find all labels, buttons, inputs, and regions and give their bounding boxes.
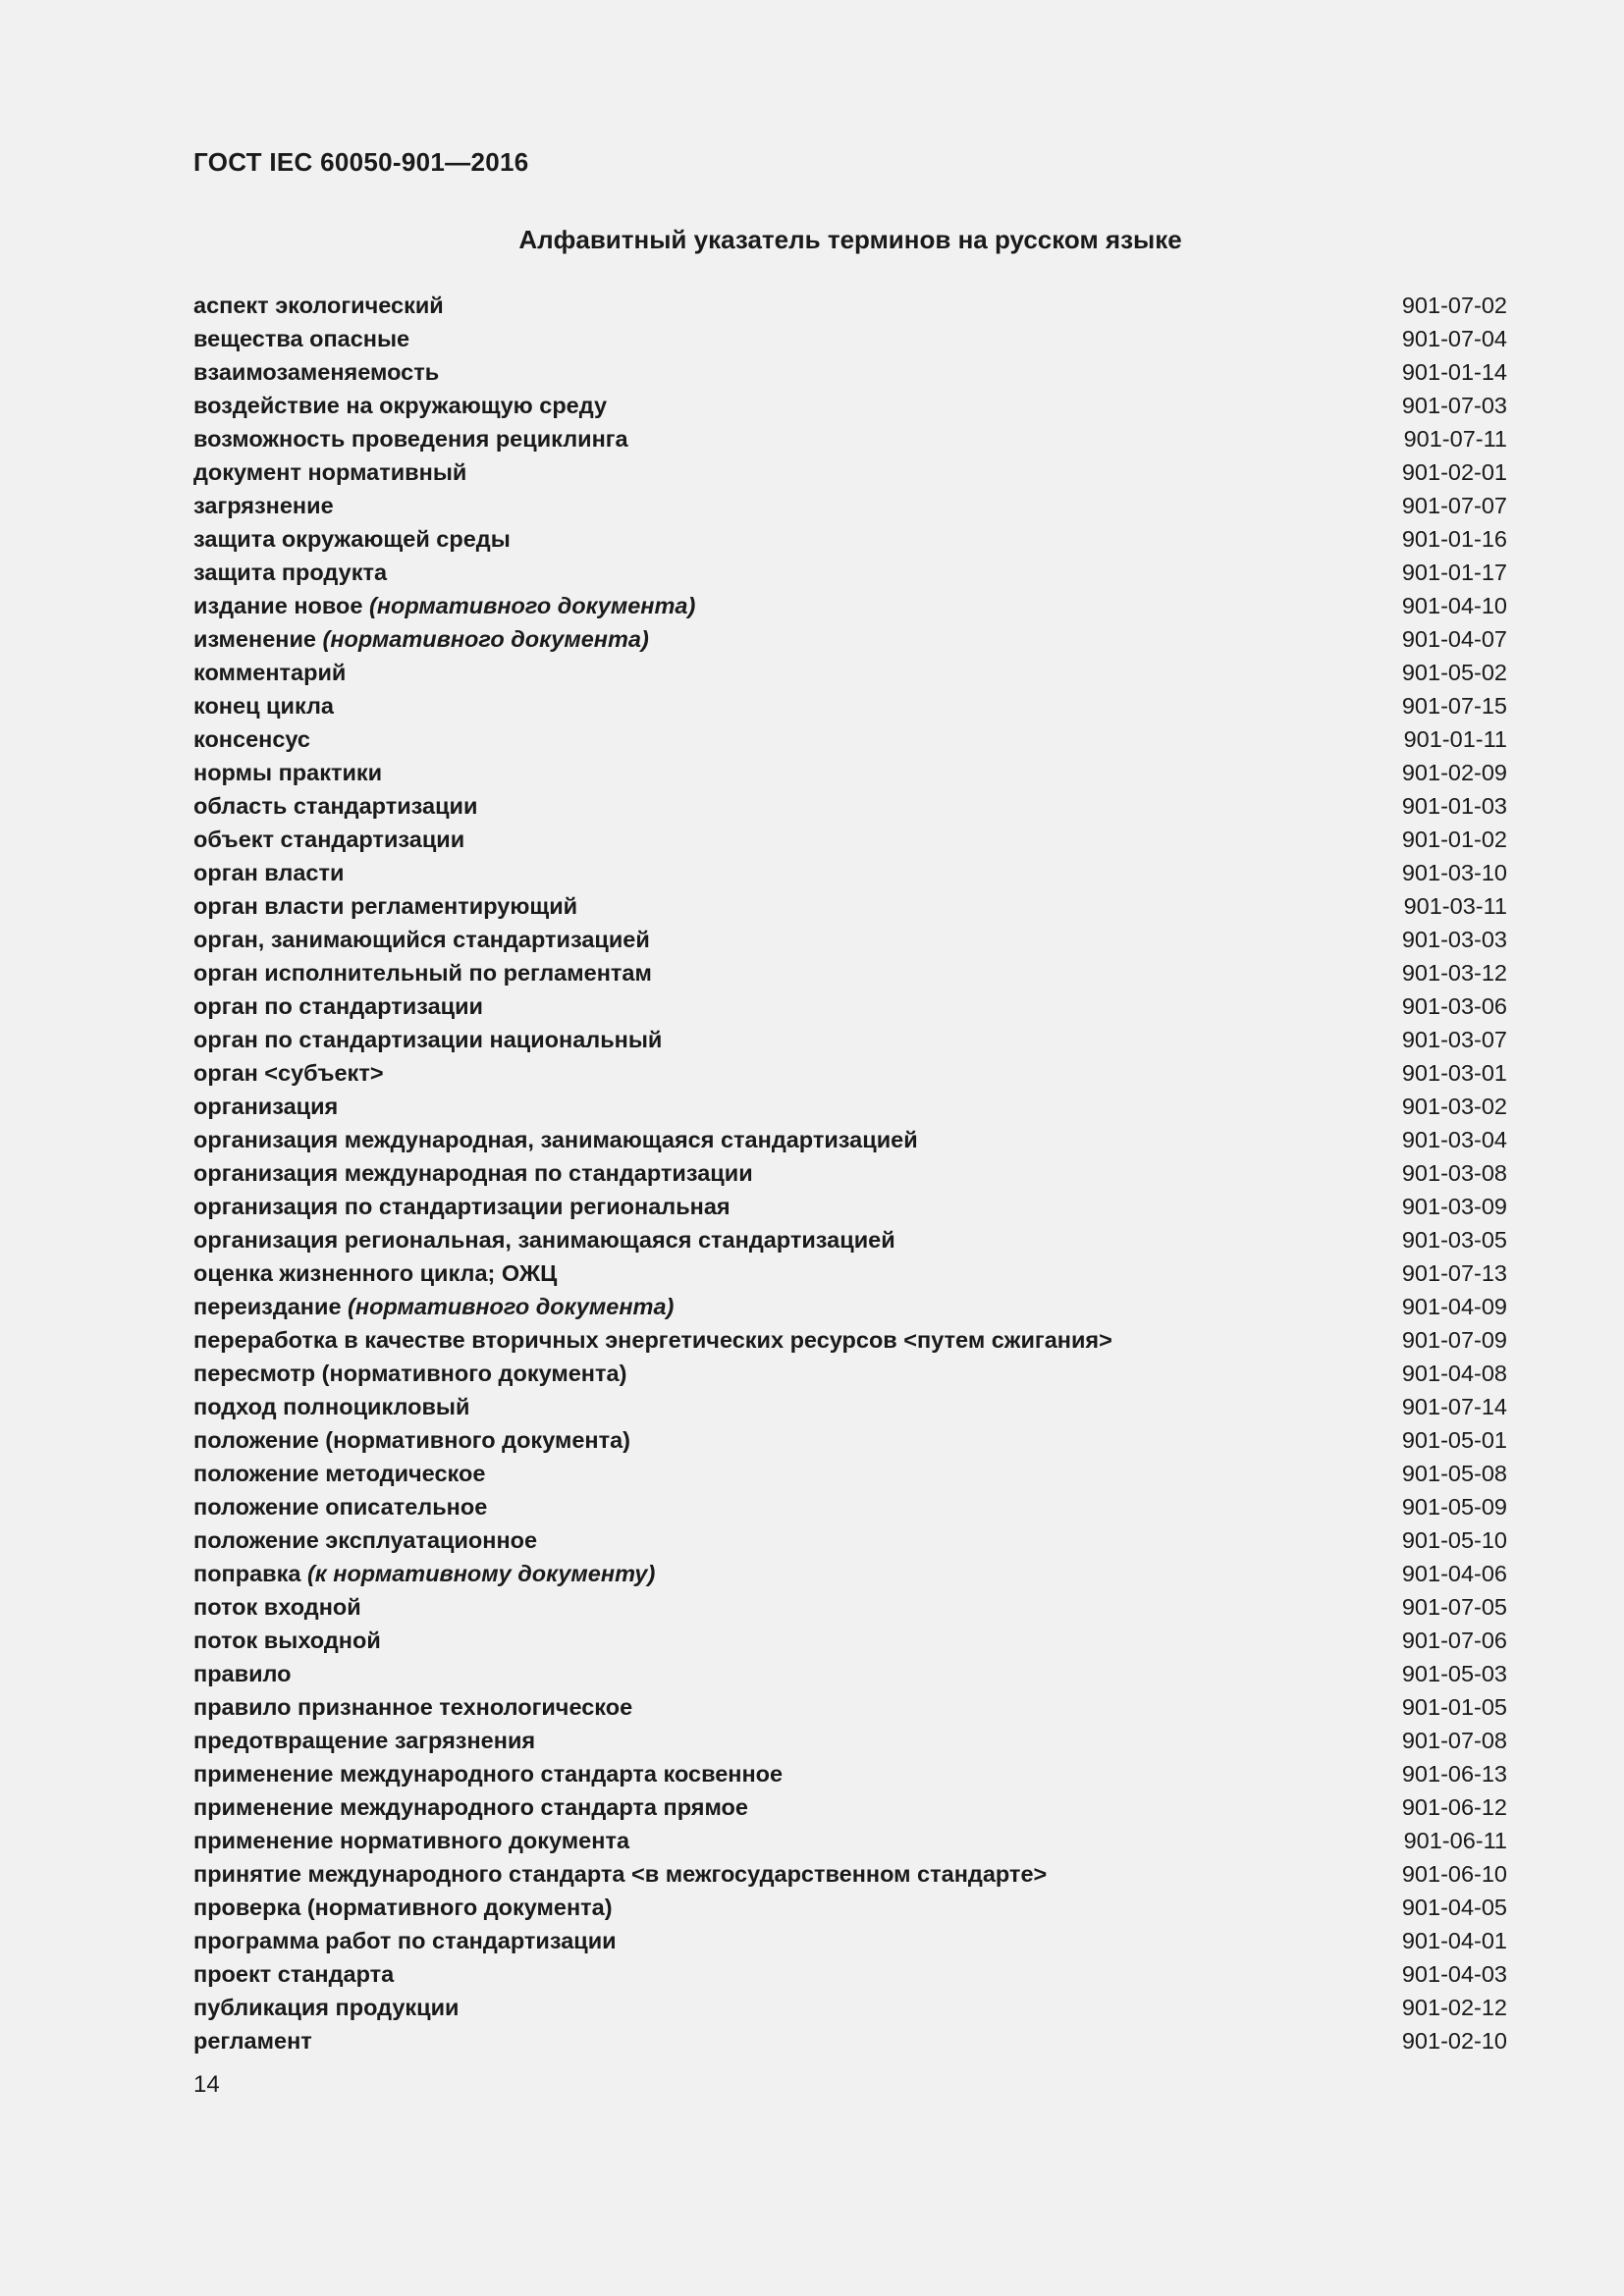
index-entry (193, 322, 1507, 355)
entry-code: 901-03-09 (1401, 1194, 1507, 1219)
index-entry (193, 1256, 1507, 1290)
entry-code: 901-02-01 (1401, 459, 1507, 485)
entry-term (193, 956, 652, 989)
entry-code: 901-05-08 (1401, 1461, 1507, 1486)
entry-term-text: регламент (193, 2028, 312, 2054)
entry-term-text: положение описательное (193, 1494, 488, 1520)
entry-term-text: организация региональная, занимающаяся стандартизацией (193, 1227, 895, 1253)
entry-term (193, 1557, 655, 1590)
entry-term-text: воздействие на окружающую среду (193, 393, 608, 418)
index-entry (193, 1290, 1507, 1323)
entry-term-text: положение (нормативного документа) (193, 1427, 631, 1453)
entry-term (193, 823, 464, 856)
index-entry (193, 1156, 1507, 1190)
entry-term (193, 1624, 381, 1657)
entry-term-text: поправка (193, 1561, 307, 1586)
entry-term-qualifier: (нормативного документа) (369, 593, 696, 618)
entry-term-text: взаимозаменяемость (193, 359, 440, 385)
index-entry (193, 1523, 1507, 1557)
entry-term (193, 1790, 748, 1824)
entry-term-qualifier: (к нормативному документу) (306, 1561, 656, 1586)
entry-code: 901-03-08 (1401, 1160, 1507, 1186)
entry-term (193, 989, 483, 1023)
entry-term-text: применение нормативного документа (193, 1828, 630, 1853)
entry-term (193, 289, 444, 322)
index-entry (193, 489, 1507, 522)
entry-code: 901-05-01 (1401, 1427, 1507, 1453)
entry-term (193, 2024, 312, 2057)
entry-term-text: загрязнение (193, 493, 334, 518)
entry-term (193, 1123, 918, 1156)
index-entry (193, 589, 1507, 622)
entry-term-text: положение эксплуатационное (193, 1527, 538, 1553)
index-entry (193, 1824, 1507, 1857)
entry-term-text: консенсус (193, 726, 310, 752)
entry-code: 901-07-02 (1401, 293, 1507, 318)
entry-term-text: программа работ по стандартизации (193, 1928, 617, 1953)
entry-term (193, 589, 695, 622)
entry-code: 901-01-17 (1401, 560, 1507, 585)
entry-term-text: переиздание (193, 1294, 349, 1319)
entry-term-text: возможность проведения рециклинга (193, 426, 628, 452)
entry-term (193, 1690, 632, 1724)
document-page (193, 0, 1507, 2296)
entry-code: 901-05-09 (1401, 1494, 1507, 1520)
entry-term (193, 722, 310, 756)
entry-term (193, 1156, 753, 1190)
entry-term-text: пересмотр (нормативного документа) (193, 1361, 627, 1386)
entry-term (193, 1390, 469, 1423)
index-entry (193, 1390, 1507, 1423)
entry-term-text: область стандартизации (193, 793, 478, 819)
entry-term-qualifier: (нормативного документа) (348, 1294, 675, 1319)
entry-term-text: конец цикла (193, 693, 334, 719)
entry-code: 901-03-12 (1401, 960, 1507, 986)
entry-term-text: орган исполнительный по регламентам (193, 960, 652, 986)
index-entry (193, 1023, 1507, 1056)
index-entry (193, 1190, 1507, 1223)
entry-code: 901-01-11 (1403, 726, 1507, 752)
entry-term-text: применение международного стандарта прямое (193, 1794, 748, 1820)
entry-term-text: предотвращение загрязнения (193, 1728, 536, 1753)
index-entry (193, 1724, 1507, 1757)
entry-term (193, 1490, 487, 1523)
entry-code: 901-07-15 (1401, 693, 1507, 719)
entry-term-text: организация международная, занимающаяся стандартизацией (193, 1127, 918, 1152)
entry-term-text: принятие международного стандарта <в межгосударственном стандарте> (193, 1861, 1048, 1887)
index-entry (193, 1457, 1507, 1490)
entry-term (193, 923, 650, 956)
index-entry (193, 722, 1507, 756)
entry-code: 901-04-08 (1401, 1361, 1507, 1386)
index-entry (193, 389, 1507, 422)
index-entry (193, 1423, 1507, 1457)
entry-term (193, 455, 466, 489)
index-entry (193, 1957, 1507, 1991)
entry-term (193, 489, 334, 522)
index-entry (193, 1490, 1507, 1523)
entry-code: 901-03-05 (1401, 1227, 1507, 1253)
entry-term (193, 1924, 617, 1957)
entry-term (193, 1757, 783, 1790)
entry-code: 901-07-11 (1403, 426, 1507, 452)
entry-term (193, 789, 477, 823)
index-entry (193, 455, 1507, 489)
entry-term (193, 1957, 394, 1991)
entry-term-text: орган власти регламентирующий (193, 893, 578, 919)
entry-term (193, 1657, 292, 1690)
index-entry (193, 1790, 1507, 1824)
entry-term-text: переработка в качестве вторичных энергетических ресурсов <путем сжигания> (193, 1327, 1112, 1353)
entry-term-text: подход полноцикловый (193, 1394, 470, 1419)
index-entry (193, 889, 1507, 923)
entry-term-text: организация по стандартизации региональная (193, 1194, 731, 1219)
entry-code: 901-04-05 (1401, 1895, 1507, 1920)
index-entry (193, 1056, 1507, 1090)
entry-term-text: документ нормативный (193, 459, 467, 485)
entry-term (193, 355, 439, 389)
entry-term (193, 1190, 731, 1223)
entry-term (193, 1991, 460, 2024)
index-entry (193, 823, 1507, 856)
entry-code: 901-01-02 (1401, 827, 1507, 852)
entry-code: 901-02-10 (1401, 2028, 1507, 2054)
entry-code: 901-01-03 (1401, 793, 1507, 819)
entry-code: 901-03-03 (1401, 927, 1507, 952)
entry-term (193, 1323, 1112, 1357)
entry-code: 901-07-09 (1401, 1327, 1507, 1353)
index-title: Алфавитный указатель терминов на русском языке (518, 225, 1182, 254)
entry-term-text: орган власти (193, 860, 345, 885)
index-entry (193, 1624, 1507, 1657)
entry-code: 901-04-09 (1401, 1294, 1507, 1319)
entry-code: 901-07-08 (1401, 1728, 1507, 1753)
entry-term-text: защита окружающей среды (193, 526, 511, 552)
index-entry (193, 522, 1507, 556)
entry-term (193, 1523, 537, 1557)
index-entry (193, 1657, 1507, 1690)
entry-code: 901-05-10 (1401, 1527, 1507, 1553)
entry-term (193, 556, 387, 589)
entry-code: 901-02-12 (1401, 1995, 1507, 2020)
index-entry (193, 355, 1507, 389)
entry-term (193, 1090, 338, 1123)
entry-term (193, 389, 607, 422)
entry-code: 901-03-01 (1401, 1060, 1507, 1086)
entry-code: 901-03-02 (1401, 1094, 1507, 1119)
index-entry (193, 1690, 1507, 1724)
index-entry (193, 1757, 1507, 1790)
entry-code: 901-04-01 (1401, 1928, 1507, 1953)
entry-term (193, 1223, 895, 1256)
standard-header: ГОСТ IEC 60050-901—2016 (193, 147, 529, 177)
entry-term (193, 1457, 485, 1490)
entry-term (193, 1423, 630, 1457)
entry-term-text: изменение (193, 626, 323, 652)
index-entry (193, 923, 1507, 956)
entry-code: 901-04-06 (1401, 1561, 1507, 1586)
entry-code: 901-07-13 (1401, 1260, 1507, 1286)
entry-term-text: проект стандарта (193, 1961, 395, 1987)
index-entry (193, 1924, 1507, 1957)
index-entry (193, 1323, 1507, 1357)
index-entry (193, 656, 1507, 689)
entry-term (193, 1290, 674, 1323)
entry-term-text: организация (193, 1094, 339, 1119)
entry-term-text: оценка жизненного цикла; ОЖЦ (193, 1260, 558, 1286)
entry-term (193, 656, 346, 689)
entry-code: 901-07-03 (1401, 393, 1507, 418)
entry-term (193, 1056, 384, 1090)
entry-term-text: положение методическое (193, 1461, 486, 1486)
entry-term (193, 622, 649, 656)
term-index-list (193, 289, 1507, 2057)
entry-term-text: орган по стандартизации (193, 993, 483, 1019)
index-entry (193, 422, 1507, 455)
index-entry (193, 289, 1507, 322)
entry-term-text: орган, занимающийся стандартизацией (193, 927, 650, 952)
entry-code: 901-05-03 (1401, 1661, 1507, 1686)
entry-code: 901-03-11 (1403, 893, 1507, 919)
entry-code: 901-04-10 (1401, 593, 1507, 618)
entry-term-text: вещества опасные (193, 326, 410, 351)
page-number: 14 (193, 2071, 220, 2098)
entry-term-text: издание новое (193, 593, 369, 618)
entry-code: 901-03-07 (1401, 1027, 1507, 1052)
index-entry (193, 689, 1507, 722)
entry-term-text: организация международная по стандартизации (193, 1160, 753, 1186)
index-entry (193, 1223, 1507, 1256)
entry-term (193, 422, 628, 455)
entry-code: 901-06-11 (1403, 1828, 1507, 1853)
entry-term-text: поток входной (193, 1594, 361, 1620)
entry-term-text: комментарий (193, 660, 347, 685)
entry-term (193, 1590, 361, 1624)
entry-term-qualifier: (нормативного документа) (322, 626, 649, 652)
entry-code: 901-05-02 (1401, 660, 1507, 685)
entry-code: 901-03-10 (1401, 860, 1507, 885)
entry-term (193, 689, 334, 722)
entry-term-text: объект стандартизации (193, 827, 465, 852)
entry-term (193, 889, 577, 923)
entry-code: 901-01-14 (1401, 359, 1507, 385)
entry-code: 901-07-04 (1401, 326, 1507, 351)
index-entry (193, 989, 1507, 1023)
index-entry (193, 1557, 1507, 1590)
entry-code: 901-01-05 (1401, 1694, 1507, 1720)
entry-term-text: применение международного стандарта косвенное (193, 1761, 784, 1787)
index-entry (193, 1991, 1507, 2024)
entry-term (193, 1891, 613, 1924)
entry-code: 901-06-10 (1401, 1861, 1507, 1887)
entry-term-text: орган <субъект> (193, 1060, 384, 1086)
entry-term (193, 522, 511, 556)
entry-term (193, 1357, 626, 1390)
index-entry (193, 1857, 1507, 1891)
entry-term-text: публикация продукции (193, 1995, 460, 2020)
entry-term (193, 1824, 629, 1857)
index-entry (193, 956, 1507, 989)
index-entry (193, 556, 1507, 589)
entry-term-text: защита продукта (193, 560, 388, 585)
index-entry (193, 1590, 1507, 1624)
entry-term-text: поток выходной (193, 1628, 381, 1653)
index-entry (193, 622, 1507, 656)
entry-code: 901-04-07 (1401, 626, 1507, 652)
entry-code: 901-03-04 (1401, 1127, 1507, 1152)
entry-code: 901-02-09 (1401, 760, 1507, 785)
entry-code: 901-07-07 (1401, 493, 1507, 518)
index-entry (193, 1123, 1507, 1156)
entry-term (193, 322, 409, 355)
entry-term (193, 1857, 1047, 1891)
entry-term (193, 1724, 535, 1757)
entry-code: 901-07-14 (1401, 1394, 1507, 1419)
index-entry (193, 756, 1507, 789)
entry-term-text: проверка (нормативного документа) (193, 1895, 613, 1920)
entry-code: 901-04-03 (1401, 1961, 1507, 1987)
entry-term-text: правило признанное технологическое (193, 1694, 633, 1720)
entry-term (193, 1023, 662, 1056)
entry-code: 901-06-12 (1401, 1794, 1507, 1820)
entry-term-text: нормы практики (193, 760, 383, 785)
index-entry (193, 856, 1507, 889)
entry-term-text: аспект экологический (193, 293, 444, 318)
entry-term-text: правило (193, 1661, 292, 1686)
entry-term (193, 856, 344, 889)
entry-code: 901-01-16 (1401, 526, 1507, 552)
index-entry (193, 1891, 1507, 1924)
entry-term (193, 1256, 557, 1290)
entry-term-text: орган по стандартизации национальный (193, 1027, 663, 1052)
entry-code: 901-07-06 (1401, 1628, 1507, 1653)
entry-code: 901-03-06 (1401, 993, 1507, 1019)
index-entry (193, 789, 1507, 823)
index-entry (193, 2024, 1507, 2057)
entry-code: 901-07-05 (1401, 1594, 1507, 1620)
entry-code: 901-06-13 (1401, 1761, 1507, 1787)
index-entry (193, 1090, 1507, 1123)
index-entry (193, 1357, 1507, 1390)
entry-term (193, 756, 382, 789)
